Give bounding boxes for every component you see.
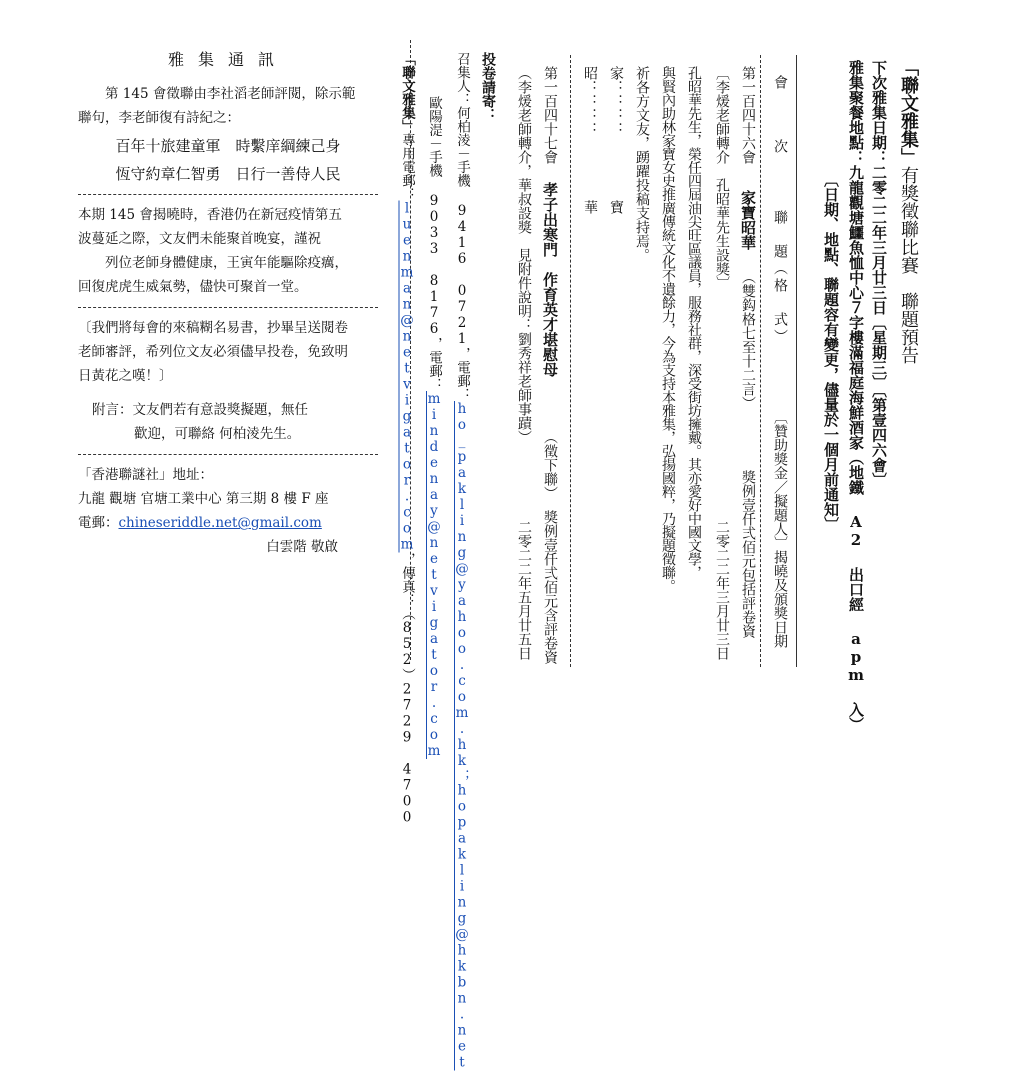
contact-2-text: 歐陽湜－手機 9033 8176，電郵： xyxy=(426,96,442,391)
divider xyxy=(760,55,761,667)
session-146-desc-3: 祈各方文友，踴躍投稿支持焉。 xyxy=(634,66,650,262)
session-146-date: 二零二二年三月廿三日 xyxy=(714,520,730,660)
para3-line-2: 老師審評，希列位文友必須儘早投卷，免致明 xyxy=(78,344,348,360)
session-147-format: （徵下聯） xyxy=(542,430,558,500)
email-link[interactable]: chineseriddle.net@gmail.com xyxy=(118,515,322,531)
note-line-1: 附言：文友們若有意設獎擬題，無任 xyxy=(92,402,308,418)
para3-line-1: 〔我們將每會的來稿糊名易書，抄畢呈送閱卷 xyxy=(78,320,348,336)
contact-1 xyxy=(452,52,472,1071)
address-label: 「香港聯謎社」地址： xyxy=(78,467,213,483)
address: 九龍 觀塘 官塘工業中心 第三期 8 樓 F 座 xyxy=(78,491,329,507)
submit-label: 投卷請寄： xyxy=(480,52,496,122)
session-147-date: 二零二二年五月廿五日 xyxy=(516,520,532,660)
session-147-number: 第一百四十七會 xyxy=(542,66,558,164)
contact-3-label: 專用電郵： xyxy=(399,133,415,201)
poem-line-2: 恆守約章仁智勇 日行一善侍人民 xyxy=(115,165,341,183)
session-146-desc-2: 與賢內助林家寶女史推廣傳統文化不遺餘力，今為支持本雅集，弘揚國粹，乃擬題徵聯。 xyxy=(660,66,676,593)
intro-line-1: 第 145 會徵聯由李社滔老師評閱，除示範 xyxy=(105,86,356,102)
acrostic-jia: 家：：：： xyxy=(608,66,624,136)
contact-3 xyxy=(397,52,417,826)
divider xyxy=(78,454,378,455)
divider xyxy=(78,307,378,308)
session-146-format: （雙鈎格七至十二言） xyxy=(740,270,756,410)
session-147-title: 孝子出寒門 作育英才堪慰母 xyxy=(541,182,559,377)
intro-line-2: 聯句，李老師復有詩紀之： xyxy=(78,110,240,126)
contact-3-fax: ，傳真：（852）2729 4700 xyxy=(399,552,415,826)
session-146-title: 家寶昭華 xyxy=(739,190,757,250)
newsletter-title: 雅集通訊 xyxy=(167,50,288,69)
next-date: 二零二二年三月廿三日〔星期三〕〔第壹四六會〕 xyxy=(870,165,888,488)
acrostic-hua: 華 xyxy=(582,200,598,214)
acrostic-zhao: 昭：：：： xyxy=(582,66,598,136)
contact-2-email[interactable]: mindenay@netvigator.com xyxy=(426,391,442,759)
page-heading xyxy=(895,58,921,364)
divider xyxy=(796,55,797,667)
session-147-sponsor: （李煖老師轉介，華叔設獎 見附件說明：劉秀祥老師事蹟） xyxy=(516,66,532,444)
divider xyxy=(570,55,571,667)
newsletter-panel xyxy=(78,48,378,559)
contact-3-brand: 「聯文雅集」 xyxy=(399,52,415,133)
header-session: 會 次 xyxy=(772,75,788,171)
contact-1-text: 召集人：何柏淩－手機 9416 0721，電郵： xyxy=(454,52,470,401)
heading-text: 有獎徵聯比賽 聯題預告 xyxy=(898,166,919,364)
session-146-sponsor: 〔李煖老師轉介 孔昭華先生設獎〕 xyxy=(714,66,730,290)
para2-line-2: 波蔓延之際，文友們未能聚首晚宴，謹祝 xyxy=(78,231,321,247)
session-146-prize: 獎例壹仟弍佰元包括評卷資 xyxy=(740,470,756,638)
signature: 白雲階 敬啟 xyxy=(266,539,338,555)
contact-3-email[interactable]: luenman@netvigator.com xyxy=(399,200,415,553)
session-146-desc-1: 孔昭華先生，榮任四屆油尖旺區議員，服務社群，深受街坊擁戴。其亦愛好中國文學， xyxy=(686,66,702,579)
para2-line-1: 本期 145 會揭曉時，香港仍在新冠疫情第五 xyxy=(78,207,342,223)
email-line xyxy=(78,511,378,535)
header-topic: 聯 題（格 式） xyxy=(772,210,788,346)
session-147-prize: 獎例壹仟弍佰元含評卷資 xyxy=(542,510,558,664)
para2-line-4: 回復虎虎生威氣勢，儘快可聚首一堂。 xyxy=(78,279,308,295)
contact-2 xyxy=(424,96,444,759)
poem-line-1: 百年十旅建童軍 時繫庠綱練己身 xyxy=(115,137,341,155)
note-line-2: 歡迎，可聯絡 何柏淩先生。 xyxy=(134,426,301,442)
next-date-line xyxy=(868,60,890,488)
next-date-label: 下次雅集日期： xyxy=(870,60,888,165)
para2-line-3: 列位老師身體健康，王寅年能驅除疫癘， xyxy=(105,255,348,271)
venue: 九龍觀塘鱷魚恤中心７字樓滿福庭海鮮酒家（地鐵 A2 出口經 apm 入） xyxy=(847,165,865,732)
para3-line-3: 日黃花之嘆！〕 xyxy=(78,368,173,384)
heading-brand: 「聯文雅集」 xyxy=(898,58,919,166)
divider xyxy=(78,194,378,195)
acrostic-bao: 寶 xyxy=(608,200,624,214)
venue-line xyxy=(845,60,867,732)
email-label: 電郵： xyxy=(78,515,119,531)
header-award-date: 揭曉及頒獎日期 xyxy=(772,550,788,648)
change-notice: 〔日期、地點、聯題容有變更，儘量於一個月前通知〕 xyxy=(822,172,840,532)
contact-1-email[interactable]: ho_pakling@yahoo.com.hk；hopakling@hkbn.net xyxy=(454,401,470,1071)
session-146-number: 第一百四十六會 xyxy=(740,66,756,164)
header-prize: 〔贊助獎金／擬題人〕 xyxy=(772,410,788,550)
venue-label: 雅集聚餐地點： xyxy=(847,60,865,165)
